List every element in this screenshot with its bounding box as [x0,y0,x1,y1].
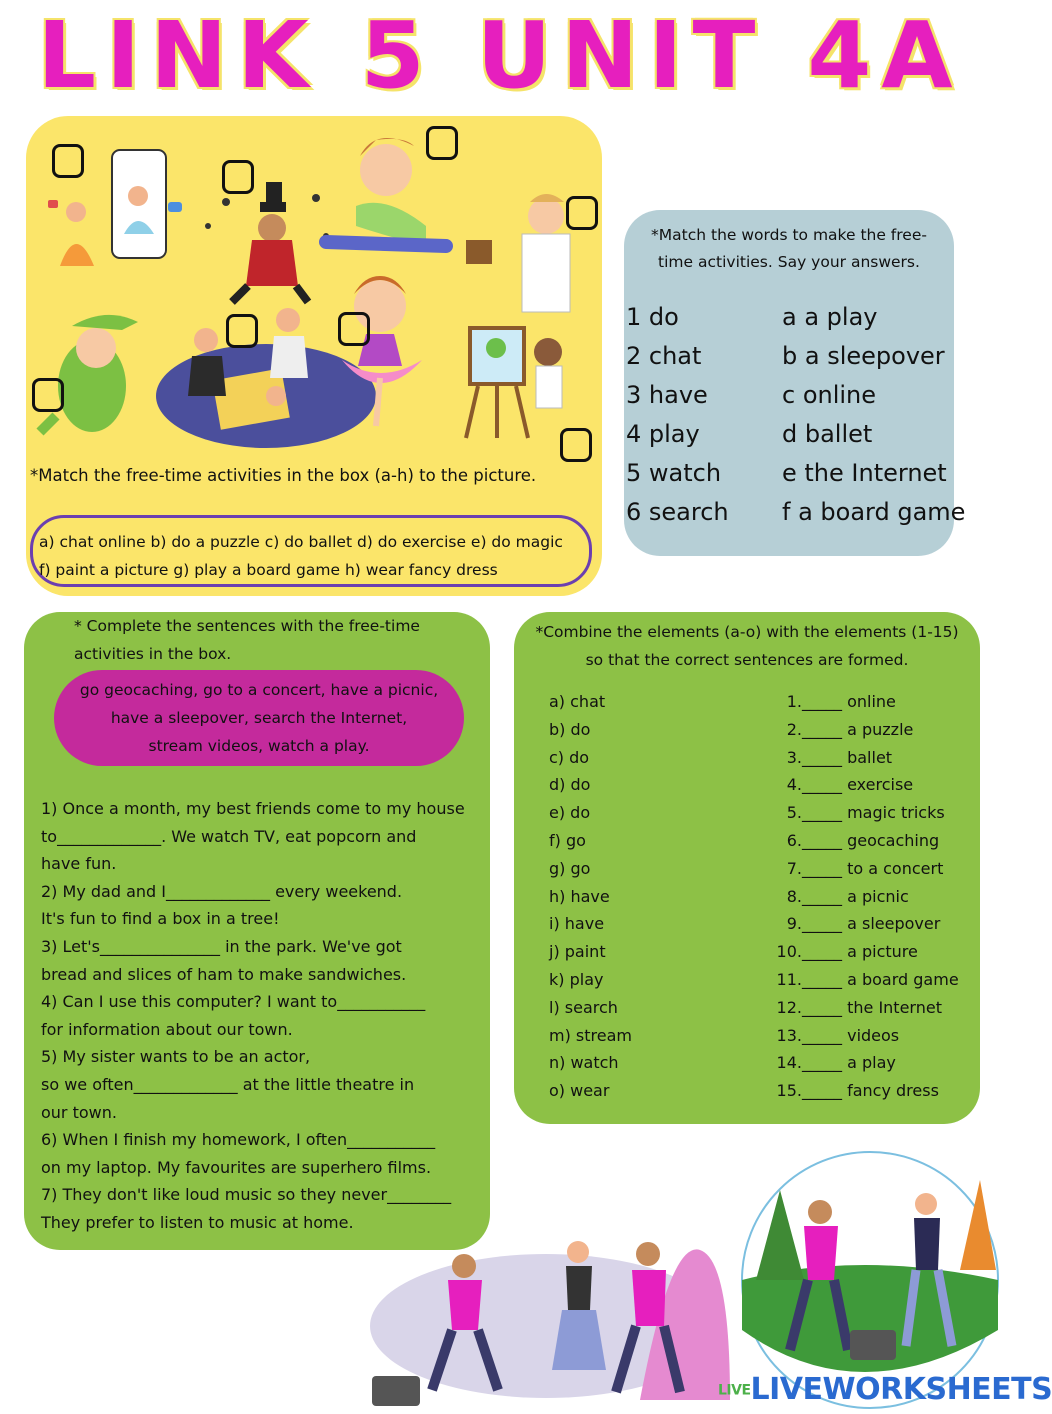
answer-box-8[interactable] [560,428,592,462]
sentence-line: 2) My dad and I_____________ every weekend. [41,881,403,901]
combine-blank[interactable]: 14._____ [776,1053,842,1073]
sentence-line: to_____________. We watch TV, eat popcorn and [41,826,417,846]
match-left-item: 2 chat [626,342,702,370]
combine-left-item: b) do [549,719,591,739]
combine-right-row [754,771,959,799]
combine-left-item: n) watch [549,1053,619,1073]
combine-right-row [754,910,959,938]
match-right-item: e the Internet [782,459,947,487]
combine-right-column [754,688,959,1105]
activities-line-1: a) chat online b) do a puzzle c) do ballet d) do exercise e) do magic [39,533,563,551]
combine-left-column [549,688,632,1105]
magician-illustration [205,182,329,302]
combine-left-item: d) do [549,775,591,795]
combine-blank[interactable]: 12._____ [776,997,842,1017]
combine-right-row [754,938,959,966]
combine-blank[interactable]: 3._____ [786,747,842,767]
match-instruction: *Match the words to make the free-time activities. Say your answers. [651,226,927,271]
word-bank-line-2: have a sleepover, search the Internet, [110,709,408,727]
combine-left-item: h) have [549,886,610,906]
combine-instruction [522,618,972,674]
combine-right-row [754,883,959,911]
complete-instruction: * Complete the sentences with the free-time activities in the box. [74,617,420,663]
sentence-line: 5) My sister wants to be an actor, [41,1047,311,1067]
combine-right-row [754,1049,959,1077]
combine-instruction-line-1: *Combine the elements (a-o) with the elements (1-15) [535,623,959,641]
sentence-line: 1) Once a month, my best friends come to my house [41,799,465,818]
match-left-item: 6 search [626,498,729,526]
combine-left-item: g) go [549,858,591,878]
combine-left-item: m) stream [549,1025,632,1045]
activities-illustration [26,116,602,456]
combine-right-row [754,716,959,744]
activities-box [30,515,592,587]
combine-right-row [754,827,959,855]
combine-right-row [754,1022,959,1050]
combine-left-item: f) go [549,830,586,850]
combine-right-item: ballet [847,747,893,767]
combine-left-item: e) do [549,803,591,823]
fancy-dress-illustration [40,315,138,432]
combine-left-item: c) do [549,747,590,767]
sentence-line: so we often_____________ at the little theatre in [41,1074,415,1094]
answer-box-2[interactable] [222,160,254,194]
painting-illustration [466,328,562,438]
match-left-item: 3 have [626,381,708,409]
combine-blank[interactable]: 5._____ [786,803,842,823]
combine-right-row [754,855,959,883]
boombox-icon [850,1330,896,1360]
match-right-item: a a play [782,303,878,331]
combine-left-item: j) paint [549,942,606,962]
combine-right-item: a play [847,1053,896,1073]
combine-blank[interactable]: 2._____ [786,719,842,739]
combine-right-item: the Internet [847,997,942,1017]
combine-left-item: o) wear [549,1081,610,1101]
worksheet-title: LINK 5 UNIT 4A [37,2,963,109]
combine-right-item: fancy dress [847,1081,939,1101]
combine-right-item: a board game [847,969,959,989]
sentence-line: our town. [41,1102,117,1122]
boombox-icon [372,1376,420,1406]
combine-blank[interactable]: 8._____ [786,886,842,906]
sentence-line: 7) They don't like loud music so they never________ [41,1185,452,1205]
combine-left-item: i) have [549,914,605,934]
answer-box-7[interactable] [32,378,64,412]
match-left-item: 5 watch [626,459,722,487]
match-right-item: d ballet [782,420,873,448]
match-left-item: 1 do [626,303,679,331]
combine-left-item: l) search [549,997,618,1017]
combine-right-row [754,1077,959,1105]
match-left-column [626,298,729,532]
combine-blank[interactable]: 7._____ [786,858,842,878]
picture-matching-panel [26,116,602,596]
combine-right-item: a picnic [847,886,909,906]
answer-box-5[interactable] [226,314,258,348]
combine-right-item: geocaching [847,830,940,850]
sentence-line: bread and slices of ham to make sandwiches. [41,964,407,984]
combine-blank[interactable]: 11._____ [776,969,842,989]
word-bank-box [54,670,464,766]
match-left-item: 4 play [626,420,700,448]
sentence-line: 4) Can I use this computer? I want to___________ [41,992,426,1012]
combine-right-item: exercise [847,775,914,795]
combine-blank[interactable]: 15._____ [776,1081,842,1101]
combine-blank[interactable]: 6._____ [786,830,842,850]
picture-instruction: *Match the free-time activities in the box (a-h) to the picture. [30,466,537,485]
combine-blank[interactable]: 4._____ [786,775,842,795]
combine-elements-panel [514,612,980,1124]
sentence-line: have fun. [41,854,117,874]
match-right-item: c online [782,381,877,409]
combine-right-row [754,966,959,994]
combine-right-item: a puzzle [847,719,914,739]
combine-right-item: online [847,692,896,711]
combine-right-item: to a concert [847,858,944,878]
match-right-item: f a board game [782,498,966,526]
combine-right-row [754,688,959,716]
answer-box-1[interactable] [52,144,84,178]
combine-blank[interactable]: 10._____ [776,942,842,962]
answer-box-3[interactable] [426,126,458,160]
sentence-line: on my laptop. My favourites are superhero films. [41,1157,432,1177]
sentence-line: for information about our town. [41,1019,293,1039]
word-bank-line-1: go geocaching, go to a concert, have a picnic, [79,681,439,699]
combine-blank[interactable]: 1._____ [786,692,842,711]
activities-line-2: f) paint a picture g) play a board game h) wear fancy dress [39,561,498,579]
answer-box-4[interactable] [566,196,598,230]
combine-left-item: k) play [549,969,604,989]
combine-blank[interactable]: 13._____ [776,1025,842,1045]
puzzle-illustration [466,194,570,312]
liveworksheets-logo: LIVELIVEWORKSHEETS [718,1372,1052,1407]
combine-right-item: a sleepover [847,914,941,934]
sentence-line: 3) Let's_______________ in the park. We've got [41,936,402,956]
sentence-line: 6) When I finish my homework, I often___________ [41,1130,436,1150]
combine-blank[interactable]: 9._____ [786,914,842,934]
answer-box-6[interactable] [338,312,370,346]
combine-right-row [754,744,959,772]
word-bank-line-3: stream videos, watch a play. [148,737,370,755]
combine-right-item: magic tricks [847,803,945,823]
combine-right-item: a picture [847,942,918,962]
match-right-item: b a sleepover [782,342,945,370]
combine-left-item: a) chat [549,692,606,711]
word-matching-panel [624,210,966,556]
combine-right-row [754,799,959,827]
combine-right-item: videos [847,1025,900,1045]
combine-right-row [754,994,959,1022]
sentence-line: It's fun to find a box in a tree! [41,909,280,929]
sentence-line: They prefer to listen to music at home. [41,1212,354,1232]
match-right-column [782,298,965,532]
combine-instruction-line-2: so that the correct sentences are formed. [585,651,909,669]
